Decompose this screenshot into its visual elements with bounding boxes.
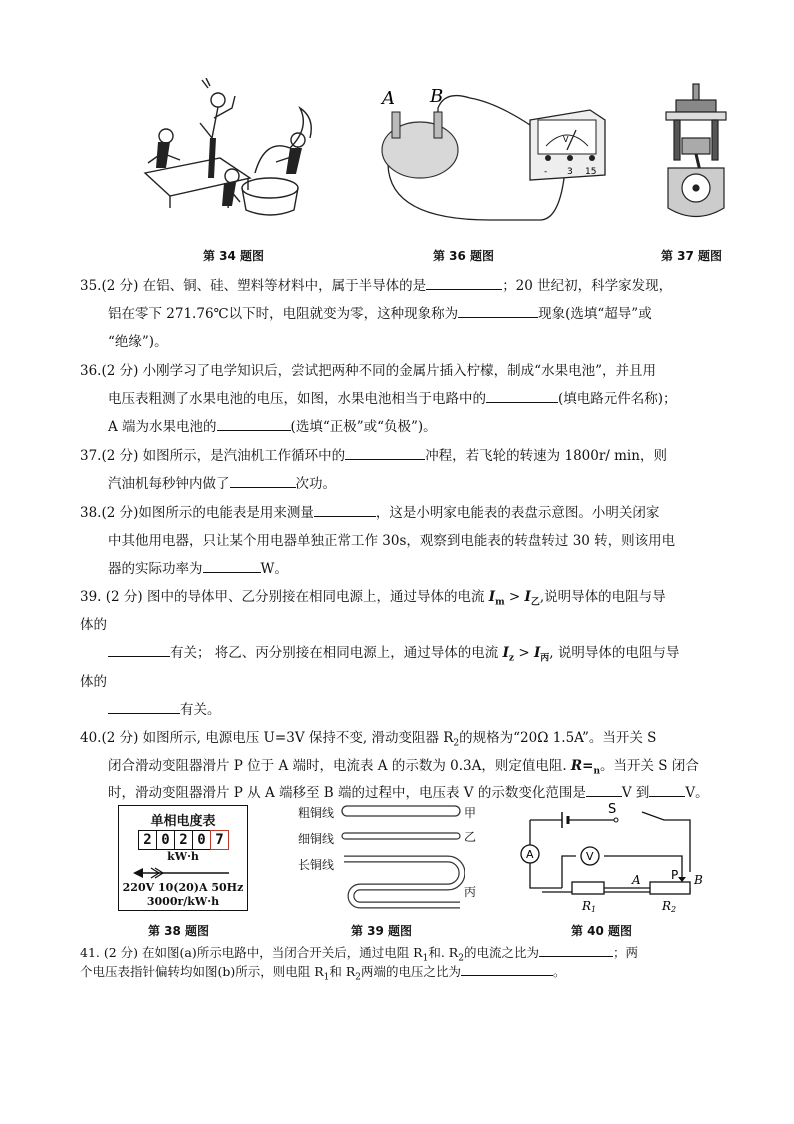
caption-fig39: 第 39 题图	[351, 924, 413, 938]
q40-blank1[interactable]	[586, 782, 622, 797]
end-b: B	[694, 873, 703, 887]
q37-line1: 37.(2 分) 如图所示，是汽油机工作循环中的 冲程，若飞轮的转速为 1800r/ min，则	[80, 444, 667, 464]
voltmeter-v: V	[563, 135, 569, 144]
rheostat-r2	[650, 882, 690, 894]
caption-fig37: 第 37 题图	[661, 249, 723, 263]
q35-blank1[interactable]	[426, 275, 502, 290]
fig36-lemon-battery	[370, 80, 620, 225]
meter-digit: 2	[174, 830, 193, 850]
terminal-minus: -	[544, 167, 548, 177]
energy-meter	[118, 805, 248, 911]
q39-line2: 体的	[80, 617, 107, 633]
q37-line2: 汽油机每秒钟内做了 次功。	[108, 472, 336, 492]
q39-blank1[interactable]	[108, 642, 170, 657]
label-r1: R1	[582, 899, 597, 914]
thick-wire	[342, 806, 460, 816]
q39-blank2[interactable]	[108, 699, 180, 714]
q35-line3: “绝缘”)。	[108, 334, 168, 350]
label-yi: 乙	[464, 830, 477, 844]
q40-line2: 闭合滑动变阻器滑片 P 位于 A 端时，电流表 A 的示数为 0.3A，则定值电阻. $R=_n$。当开关 S 闭合	[108, 758, 699, 777]
q38-line2: 中其他用电器，只让某个用电器单独正常工作 30s，观察到电能表的转盘转过 30 转，则该用电	[108, 533, 676, 549]
plate-b	[434, 112, 442, 138]
q39-line4: 体的	[80, 674, 107, 690]
q40-line1: 40.(2 分) 如图所示, 电源电压 U=3V 保持不变, 滑动变阻器 $R_2$的规格为“20Ω 1.5A”。当开关 S	[80, 730, 657, 749]
q39-line5: 有关。	[108, 698, 221, 718]
q36-blank1[interactable]	[486, 388, 558, 403]
q38-blank1[interactable]	[314, 502, 376, 517]
plate-a	[392, 112, 400, 138]
ammeter-a: A	[526, 848, 534, 861]
slider-p: P	[671, 868, 679, 882]
q40-blank2[interactable]	[649, 782, 685, 797]
q39-line3: 有关； 将乙、丙分别接在相同电源上，通过导体的电流 $I_z > I_丙$, 说明导体的电阻与导	[108, 641, 679, 664]
label-jia: 甲	[464, 806, 477, 820]
label-b: B	[430, 86, 444, 107]
caption-fig36: 第 36 题图	[433, 249, 495, 263]
caption-fig40: 第 40 题图	[571, 924, 633, 938]
label-long-wire: 长铜线	[298, 858, 335, 872]
resistor-r1	[572, 882, 604, 894]
q35-line2: 铝在零下 271.76℃以下时，电阻就变为零，这种现象称为 现象(选填“超导”或	[108, 302, 652, 322]
q36-line2: 电压表粗测了水果电池的电压，如图，水果电池相当于电路中的 (填电路元件名称)；	[108, 387, 677, 407]
meter-digit: 0	[192, 830, 211, 850]
terminal-15: 15	[585, 167, 597, 177]
meter-spec2: 3000r/kW·h	[146, 895, 220, 908]
fig37-engine	[660, 80, 732, 225]
voltmeter	[530, 110, 605, 180]
q41-line1: 41. (2 分) 在如图(a)所示电路中，当闭合开关后，通过电阻 $R_1$和. $R_2$的电流之比为 ；两	[80, 942, 638, 964]
caption-fig34: 第 34 题图	[203, 249, 265, 263]
q35-line1: 35.(2 分) 在铝、铜、硅、塑料等材料中，属于半导体的是 ；20 世纪初，科学家发现，	[80, 274, 672, 294]
q39-line1: 39. (2 分) 图中的导体甲、乙分别接在相同电源上，通过导体的电流 $I_m > I_乙$,说明导体的电阻与导	[80, 589, 666, 608]
q38-line1: 38.(2 分)如图所示的电能表是用来测量 ，这是小明家电能表的表盘示意图。小明关闭家	[80, 501, 659, 521]
q37-blank1[interactable]	[345, 445, 425, 460]
fig39-wires	[340, 800, 465, 910]
q38-blank2[interactable]	[203, 558, 261, 573]
q36-line3: A 端为水果电池的 (选填“正极”或“负极”)。	[108, 415, 437, 435]
label-a: A	[382, 88, 395, 109]
label-r2: R2	[662, 899, 677, 914]
meter-digit: 0	[156, 830, 175, 850]
q40-line3: 时，滑动变阻器滑片 P 从 A 端移至 B 端的过程中，电压表 V 的示数变化范围是 V 到 V。	[108, 781, 709, 801]
label-thin-wire: 细铜线	[298, 832, 335, 846]
q41-line2: 个电压表指针偏转均如图(b)所示，则电阻 $R_1$和 $R_2$两端的电压之比为 。	[80, 961, 566, 983]
terminal-3: 3	[567, 167, 573, 177]
meter-disc-arrow	[131, 866, 235, 880]
q36-line1: 36.(2 分) 小刚学习了电学知识后，尝试把两种不同的金属片插入柠檬，制成“水果电池”，并且用	[80, 363, 656, 379]
q37-blank2[interactable]	[230, 473, 296, 488]
fig40-circuit	[512, 800, 712, 915]
q41-blank2[interactable]	[461, 961, 553, 976]
fig34-illustration	[140, 78, 330, 223]
end-a: A	[632, 873, 641, 887]
q38-line3: 器的实际功率为 W。	[108, 557, 288, 577]
label-bing: 丙	[464, 885, 477, 899]
long-wire	[344, 859, 462, 905]
q41-blank1[interactable]	[539, 942, 613, 957]
meter-digit: 2	[138, 830, 157, 850]
q36-blank2[interactable]	[217, 416, 291, 431]
q35-blank2[interactable]	[458, 303, 538, 318]
meter-title: 单相电度表	[150, 814, 216, 829]
meter-unit: kW·h	[167, 850, 199, 863]
meter-digits	[138, 830, 228, 850]
caption-fig38: 第 38 题图	[148, 924, 210, 938]
meter-digit-decimal: 7	[210, 830, 229, 850]
thin-wire	[342, 833, 460, 839]
label-thick-wire: 粗铜线	[298, 806, 335, 820]
meter-spec1: 220V 10(20)A 50Hz	[122, 881, 244, 894]
voltmeter-v: V	[586, 850, 594, 863]
switch-s: S	[608, 802, 617, 817]
